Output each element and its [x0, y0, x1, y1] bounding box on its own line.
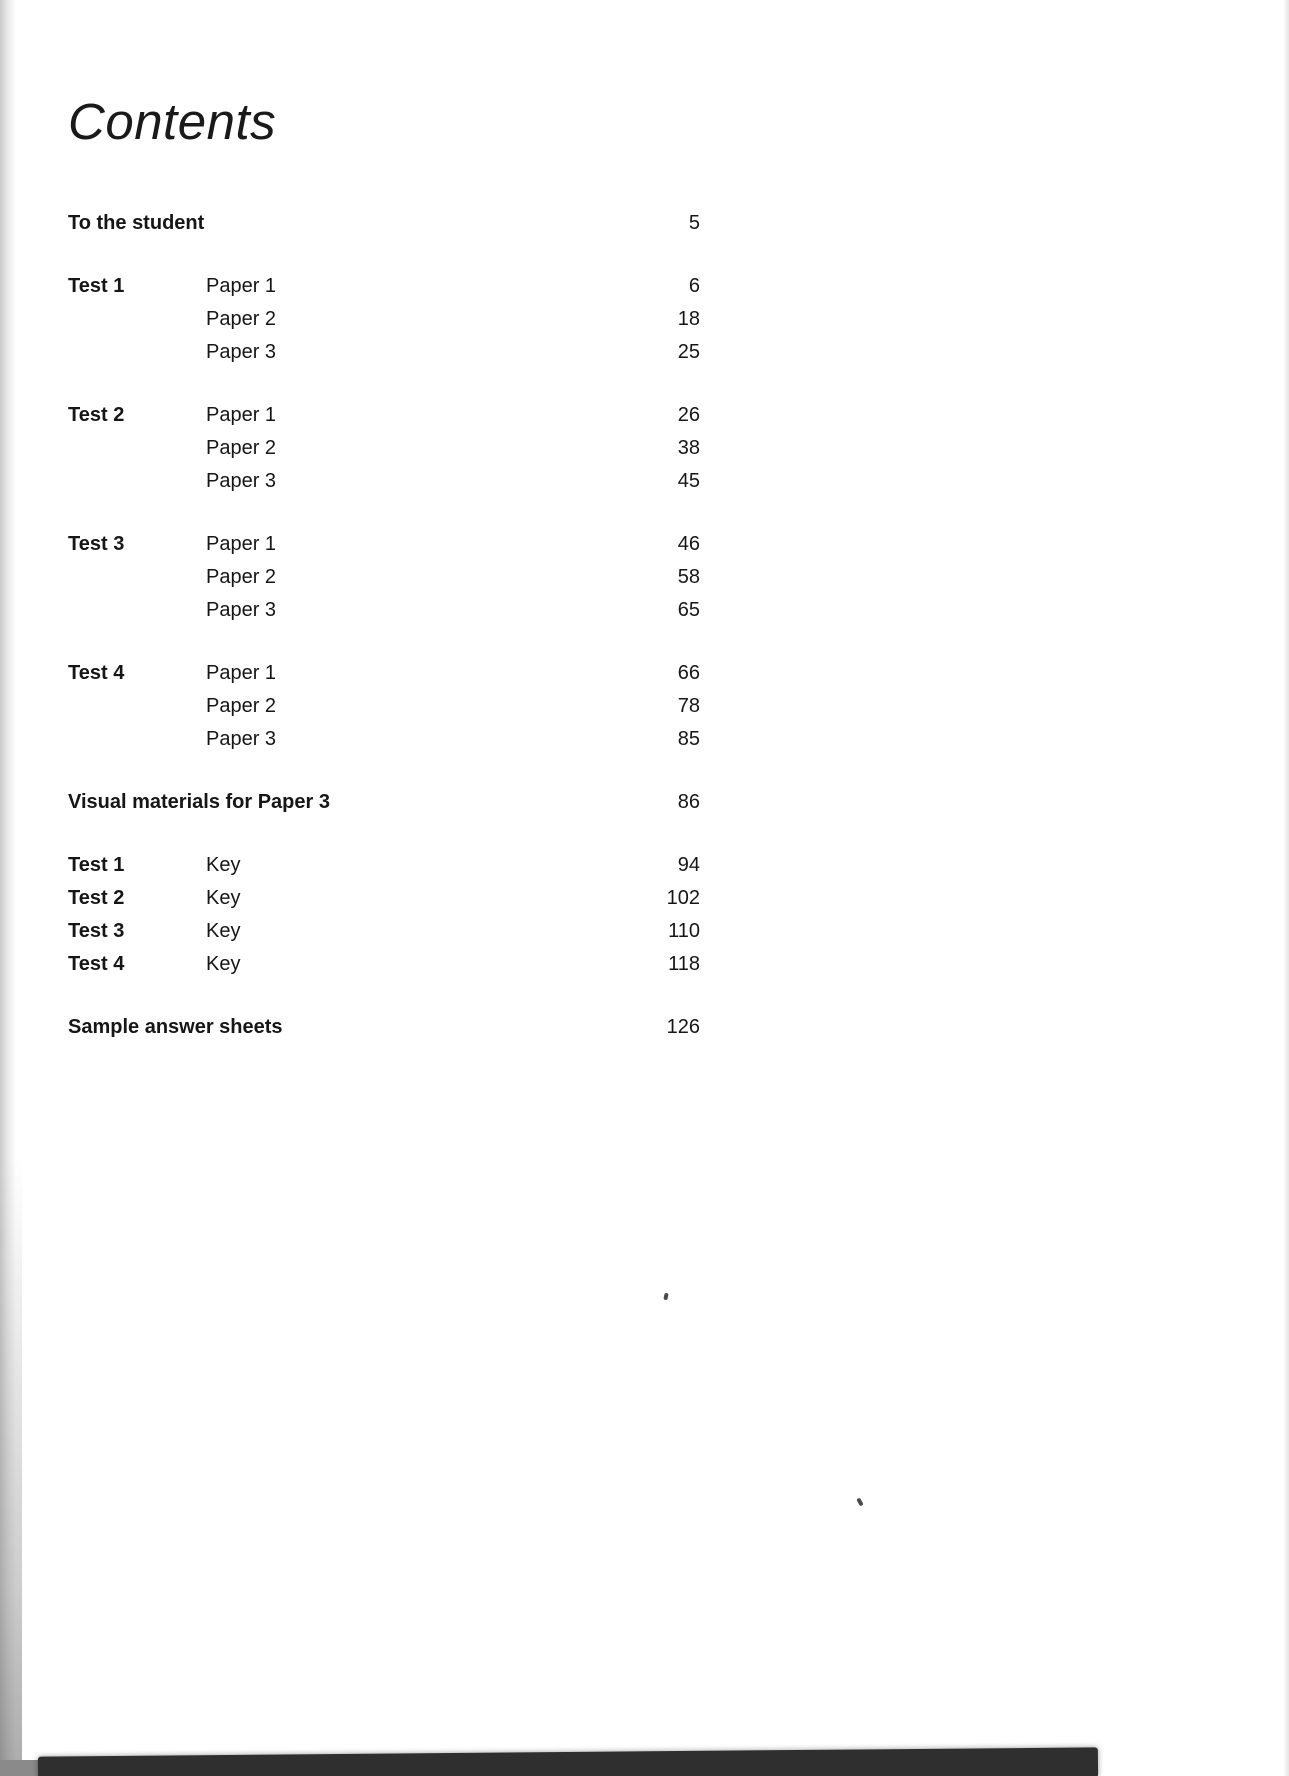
test-label: Test 3 [68, 920, 125, 942]
paper-label: Paper 1 [206, 275, 277, 297]
paper-label: Paper 1 [206, 533, 277, 555]
paper-label: Paper 2 [206, 566, 277, 588]
page-number: 6 [688, 275, 700, 297]
toc-row [68, 723, 700, 756]
spacer [68, 432, 206, 465]
scan-edge-bottom-bar [38, 1747, 1098, 1776]
paper-label: Paper 3 [206, 470, 277, 492]
toc-group-test-2 [68, 399, 700, 498]
toc-entry-to-the-student [68, 207, 700, 240]
test-label: Test 1 [68, 854, 125, 876]
toc-entry-visual-materials [68, 786, 700, 819]
toc-row [68, 657, 700, 690]
toc-group-test-4 [68, 657, 700, 756]
spacer [68, 561, 206, 594]
page-number: 126 [666, 1016, 700, 1038]
spacer [68, 594, 206, 627]
page-number: 18 [677, 308, 700, 330]
toc-row [68, 528, 700, 561]
key-label: Key [206, 854, 241, 876]
spacer [68, 336, 206, 369]
page-number: 5 [688, 212, 700, 234]
page-number: 26 [677, 404, 700, 426]
page-number: 118 [668, 953, 700, 975]
test-label: Test 1 [68, 275, 125, 297]
entry-label: Visual materials for Paper 3 [68, 791, 330, 813]
page-number: 66 [677, 662, 700, 684]
spacer [68, 465, 206, 498]
scan-speck [856, 1498, 863, 1507]
contents-page [68, 92, 700, 1044]
toc-row [68, 882, 700, 915]
paper-label: Paper 1 [206, 662, 277, 684]
paper-label: Paper 2 [206, 308, 277, 330]
paper-label: Paper 2 [206, 437, 277, 459]
paper-label: Paper 3 [206, 728, 277, 750]
paper-label: Paper 2 [206, 695, 277, 717]
page-number: 78 [677, 695, 700, 717]
toc-group-keys [68, 849, 700, 981]
page-number: 94 [677, 854, 700, 876]
toc-group-test-1 [68, 270, 700, 369]
toc-row [68, 336, 700, 369]
test-label: Test 3 [68, 533, 125, 555]
key-label: Key [206, 953, 241, 975]
page-number: 86 [677, 791, 700, 813]
test-label: Test 4 [68, 662, 125, 684]
page-number: 110 [668, 920, 700, 942]
scan-edge-right [1283, 0, 1289, 1776]
scan-edge-left-shade [0, 1156, 22, 1776]
page-number: 45 [677, 470, 700, 492]
paper-label: Paper 1 [206, 404, 277, 426]
page-number: 65 [677, 599, 700, 621]
toc-row [68, 690, 700, 723]
toc-row [68, 270, 700, 303]
page-number: 38 [677, 437, 700, 459]
page-number: 25 [677, 341, 700, 363]
key-label: Key [206, 920, 241, 942]
toc-row [68, 849, 700, 882]
spacer [68, 690, 206, 723]
toc-row [68, 432, 700, 465]
entry-label: To the student [68, 212, 205, 234]
toc-row [68, 948, 700, 981]
test-label: Test 2 [68, 404, 125, 426]
toc-row [68, 399, 700, 432]
page-number: 102 [666, 887, 700, 909]
test-label: Test 4 [68, 953, 125, 975]
page-title: Contents [68, 93, 277, 150]
page-number: 58 [677, 566, 700, 588]
key-label: Key [206, 887, 241, 909]
spacer [68, 303, 206, 336]
toc-group-test-3 [68, 528, 700, 627]
scan-speck [663, 1293, 668, 1301]
spacer [68, 723, 206, 756]
page-number: 85 [677, 728, 700, 750]
toc-row [68, 594, 700, 627]
toc-row [68, 561, 700, 594]
paper-label: Paper 3 [206, 599, 277, 621]
paper-label: Paper 3 [206, 341, 277, 363]
toc-row [68, 465, 700, 498]
toc-entry-sample-answer-sheets [68, 1011, 700, 1044]
entry-label: Sample answer sheets [68, 1016, 283, 1038]
toc-row [68, 915, 700, 948]
page-number: 46 [677, 533, 700, 555]
test-label: Test 2 [68, 887, 125, 909]
toc-row [68, 303, 700, 336]
